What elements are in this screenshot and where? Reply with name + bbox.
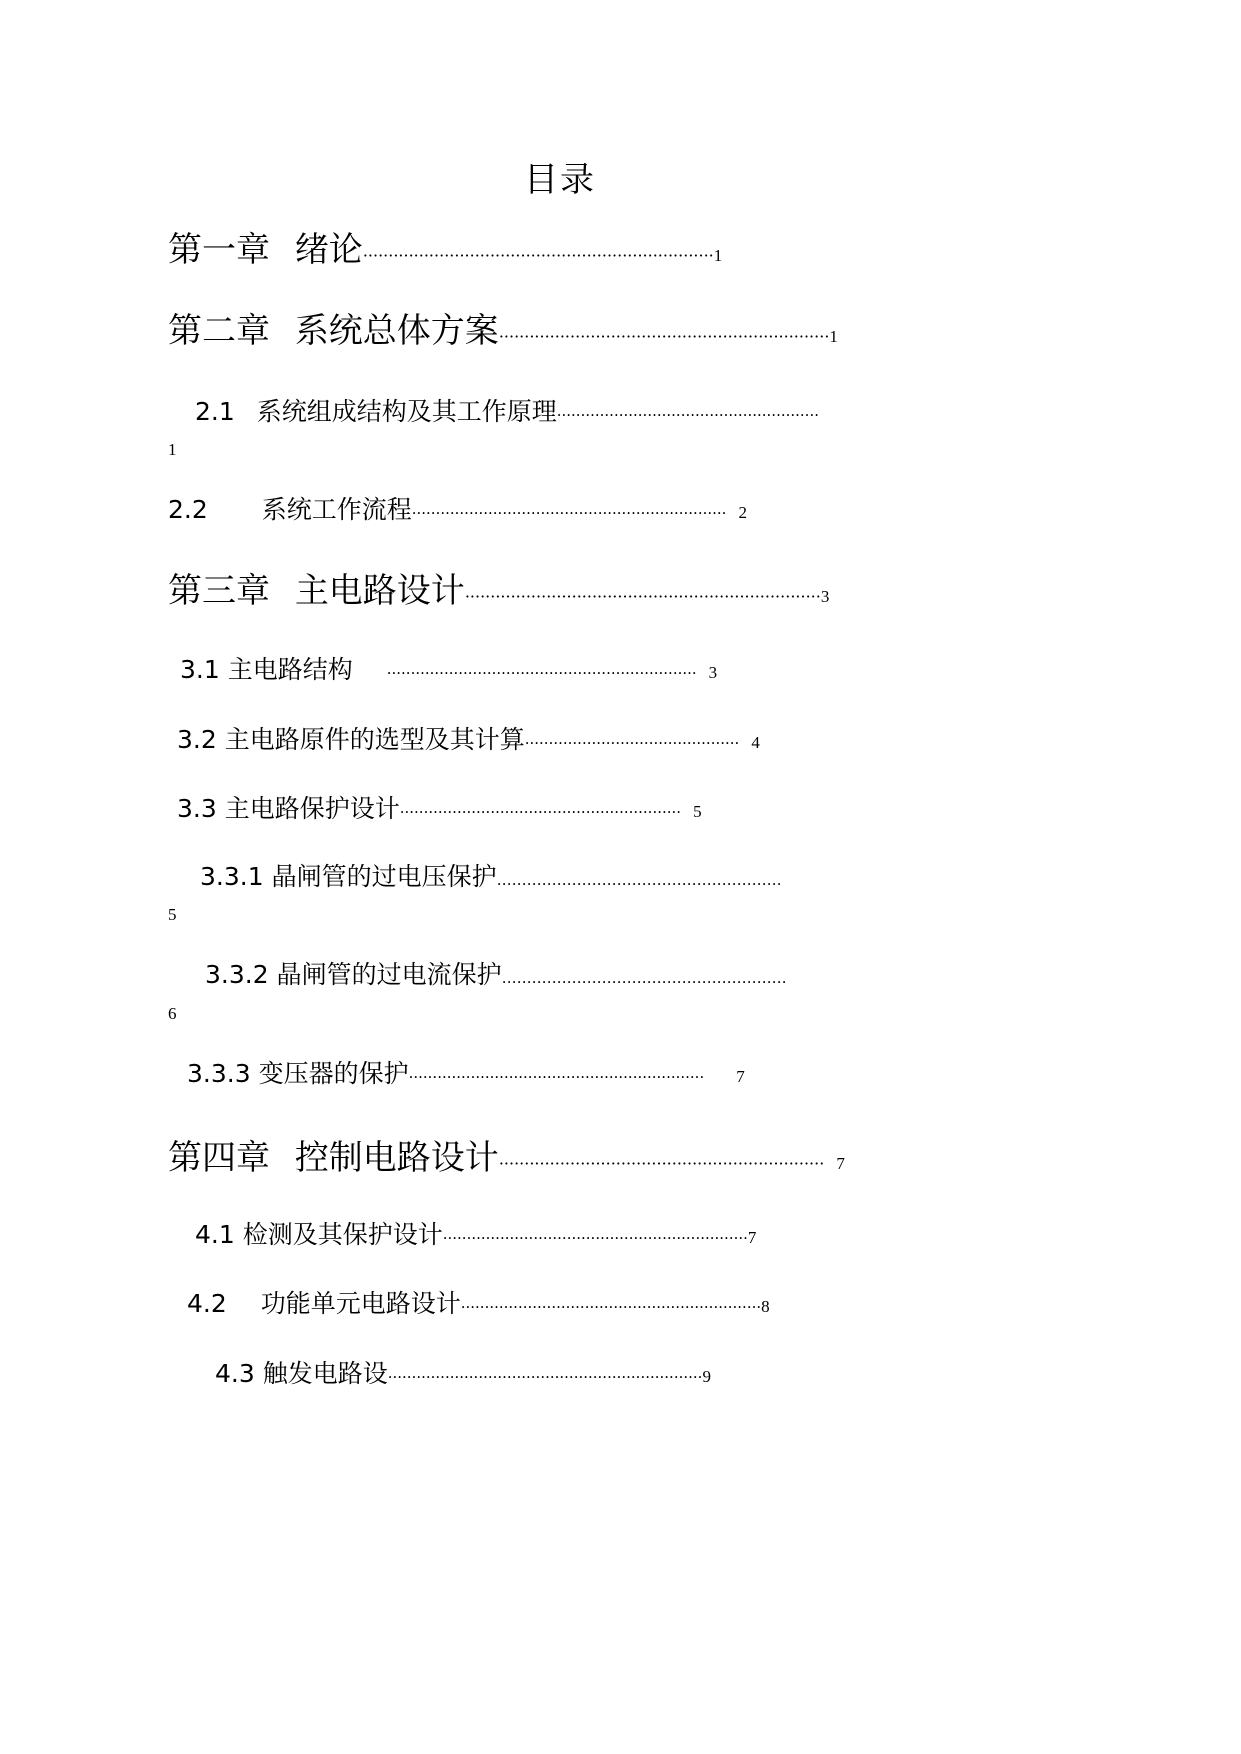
toc-entry-chapter-1[interactable]	[168, 222, 722, 271]
entry-page: 1	[713, 246, 723, 265]
toc-entry-4-3[interactable]	[215, 1354, 711, 1390]
leader-dots: ···························································	[399, 803, 682, 821]
entry-page: 2	[738, 503, 747, 522]
entry-number: 第三章	[168, 571, 270, 611]
entry-number: 2.2	[168, 495, 208, 524]
entry-number: 3.3.3	[187, 1059, 251, 1088]
toc-entry-3-3-3[interactable]	[187, 1054, 745, 1090]
entry-number: 第二章	[168, 311, 270, 351]
entry-page: 5	[693, 802, 702, 821]
entry-page-3-3-2: 6	[168, 1004, 177, 1023]
entry-page: 8	[761, 1297, 770, 1316]
entry-title: 系统工作流程	[261, 495, 412, 524]
leader-dots: ··································································	[411, 504, 727, 522]
entry-title: 检测及其保护设计	[242, 1220, 443, 1249]
leader-dots: …………………………………………………	[496, 871, 782, 889]
leader-dots: ·····································································	[362, 246, 714, 265]
entry-page: 7	[736, 1067, 745, 1086]
toc-entry-4-2[interactable]	[187, 1284, 770, 1320]
leader-dots: ······························································	[408, 1068, 705, 1086]
entry-number: 第四章	[168, 1138, 270, 1178]
toc-entry-4-1[interactable]	[195, 1215, 756, 1251]
entry-number: 4.1	[195, 1220, 235, 1249]
toc-entry-3-2[interactable]	[177, 720, 760, 756]
toc-entry-3-3-1[interactable]	[200, 857, 782, 893]
entry-number: 4.3	[215, 1359, 255, 1388]
entry-title: 主电路设计	[294, 571, 465, 611]
entry-number: 3.2	[177, 725, 217, 754]
entry-title: 变压器的保护	[258, 1059, 409, 1088]
toc-entry-chapter-4[interactable]	[168, 1130, 845, 1179]
leader-dots: ··································································	[387, 1368, 703, 1386]
entry-page: 7	[747, 1228, 757, 1247]
entry-title: 主电路原件的选型及其计算	[224, 725, 525, 754]
entry-title: 主电路保护设计	[224, 794, 400, 823]
entry-page: 9	[702, 1367, 711, 1386]
entry-page: 4	[751, 733, 760, 752]
entry-title: 功能单元电路设计	[260, 1289, 461, 1318]
entry-page: 1	[829, 327, 838, 346]
entry-title: 系统总体方案	[294, 311, 499, 351]
entry-page: 7	[836, 1154, 845, 1173]
entry-number: 第一章	[168, 230, 270, 270]
entry-title: 晶闸管的过电流保护	[276, 960, 502, 989]
leader-dots: …………………………………………………	[501, 969, 787, 987]
entry-page-3-3-1: 5	[168, 905, 177, 924]
entry-title: 晶闸管的过电压保护	[271, 862, 497, 891]
entry-page-2-1: 1	[168, 440, 177, 459]
entry-title: 绪论	[294, 230, 363, 270]
toc-entry-3-3[interactable]	[177, 789, 702, 825]
entry-number: 3.1	[180, 655, 220, 684]
toc-entry-2-2[interactable]	[168, 490, 747, 526]
entry-number: 3.3.1	[200, 862, 264, 891]
entry-title: 主电路结构	[227, 655, 353, 684]
leader-dots: ·································································	[386, 664, 697, 682]
entry-page: 3	[708, 663, 718, 682]
leader-dots: ································································	[498, 1154, 825, 1173]
entry-page: 3	[820, 587, 830, 606]
entry-number: 2.1	[195, 397, 235, 426]
entry-number: 3.3.2	[205, 960, 269, 989]
entry-number: 4.2	[187, 1289, 227, 1318]
toc-entry-chapter-2[interactable]	[168, 303, 838, 352]
leader-dots: ······································································	[464, 587, 821, 606]
leader-dots: ·································································	[498, 327, 830, 346]
toc-entry-3-1[interactable]	[180, 650, 717, 686]
toc-entry-2-1[interactable]	[195, 392, 819, 428]
leader-dots: ·············································	[524, 734, 740, 752]
leader-dots: ·······························································	[460, 1298, 762, 1316]
entry-title: 触发电路设	[262, 1359, 388, 1388]
entry-title: 控制电路设计	[294, 1138, 499, 1178]
leader-dots: ································································	[442, 1229, 748, 1247]
toc-entry-chapter-3[interactable]	[168, 563, 829, 612]
entry-title: 系统组成结构及其工作原理	[256, 397, 557, 426]
entry-number: 3.3	[177, 794, 217, 823]
leader-dots: ·······················································	[556, 406, 819, 424]
toc-entry-3-3-2[interactable]	[205, 955, 787, 991]
toc-title: 目录	[524, 160, 596, 200]
